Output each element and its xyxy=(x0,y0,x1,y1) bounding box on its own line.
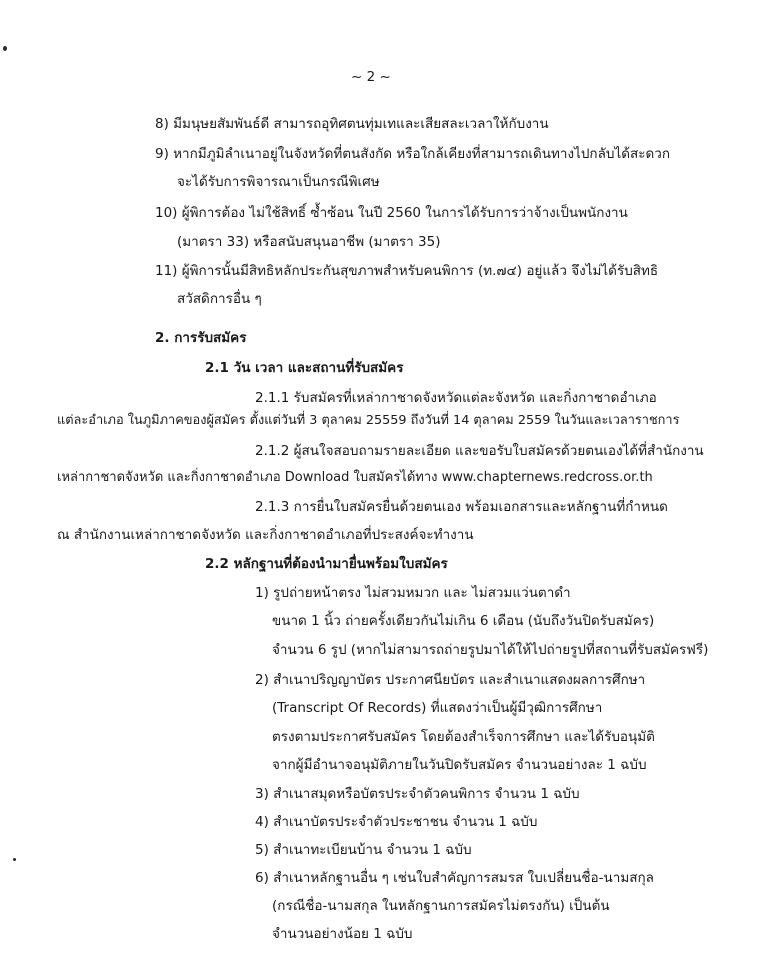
document-item-1-cont: ขนาด 1 นิ้ว ถ่ายครั้งเดียวกันไม่เกิน 6 เดือน (นับถึงวันปิดรับสมัคร) xyxy=(272,613,655,629)
qualification-item-10-cont: (มาตรา 33) หรือสนับสนุนอาชีพ (มาตรา 35) xyxy=(177,234,441,250)
subsection-2-1-2-cont: เหล่ากาชาดจังหวัด และกิ่งกาชาดอำเภอ Download ใบสมัครได้ทาง www.chapternews.redcross.or.th xyxy=(57,470,653,485)
document-item-6: 6) สำเนาหลักฐานอื่น ๆ เช่นใบสำคัญการสมรส ใบเปลี่ยนชื่อ-นามสกุล xyxy=(255,870,654,886)
document-item-6-cont: (กรณีชื่อ-นามสกุล ในหลักฐานการสมัครไม่ตรงกัน) เป็นต้น xyxy=(272,898,610,914)
qualification-item-11-cont: สวัสดิการอื่น ๆ xyxy=(177,291,262,307)
section-heading: 2. การรับสมัคร xyxy=(155,330,247,346)
qualification-item-9-cont: จะได้รับการพิจารณาเป็นกรณีพิเศษ xyxy=(177,174,380,190)
subsection-2-1-1-cont: แต่ละอำเภอ ในภูมิภาคของผู้สมัคร ตั้งแต่วันที่ 3 ตุลาคม 25559 ถึงวันที่ 14 ตุลาคม 2559 ในวันและเวลาราชการ xyxy=(57,413,680,428)
document-item-6-cont: จำนวนอย่างน้อย 1 ฉบับ xyxy=(272,926,413,942)
scan-speck xyxy=(3,46,7,51)
qualification-item-10: 10) ผู้พิการต้อง ไม่ใช้สิทธิ์ ซ้ำซ้อน ในปี 2560 ในการได้รับการว่าจ้างเป็นพนักงาน xyxy=(155,205,628,221)
subsection-2-1-2: 2.1.2 ผู้สนใจสอบถามรายละเอียด และขอรับใบสมัครด้วยตนเองได้ที่สำนักงาน xyxy=(255,443,704,459)
document-item-2-cont: ตรงตามประกาศรับสมัคร โดยต้องสำเร็จการศึกษา และได้รับอนุมัติ xyxy=(272,729,655,745)
subsection-heading-2-1: 2.1 วัน เวลา และสถานที่รับสมัคร xyxy=(205,360,404,376)
subsection-2-1-3-cont: ณ สำนักงานเหล่ากาชาดจังหวัด และกิ่งกาชาดอำเภอที่ประสงค์จะทำงาน xyxy=(57,527,474,543)
document-item-2-cont: (Transcript Of Records) ที่แสดงว่าเป็นผู้มีวุฒิการศึกษา xyxy=(272,700,603,716)
qualification-item-9: 9) หากมีภูมิลำเนาอยู่ในจังหวัดที่ตนสังกัด หรือใกล้เคียงที่สามารถเดินทางไปกลับได้สะดวก xyxy=(155,146,671,162)
page-number: ~ 2 ~ xyxy=(351,69,391,85)
document-item-2-cont: จากผู้มีอำนาจอนุมัติภายในวันปิดรับสมัคร จำนวนอย่างละ 1 ฉบับ xyxy=(272,757,647,773)
document-item-1: 1) รูปถ่ายหน้าตรง ไม่สวมหมวก และ ไม่สวมแว่นตาดำ xyxy=(255,585,571,601)
subsection-2-1-3: 2.1.3 การยื่นใบสมัครยื่นด้วยตนเอง พร้อมเอกสารและหลักฐานที่กำหนด xyxy=(255,499,668,515)
qualification-item-8: 8) มีมนุษยสัมพันธ์ดี สามารถอุทิศตนทุ่มเทและเสียสละเวลาให้กับงาน xyxy=(155,116,549,132)
document-item-2: 2) สำเนาปริญญาบัตร ประกาศนียบัตร และสำเนาแสดงผลการศึกษา xyxy=(255,672,646,688)
subsection-2-1-1: 2.1.1 รับสมัครที่เหล่ากาชาดจังหวัดแต่ละจังหวัด และกิ่งกาชาดอำเภอ xyxy=(255,390,657,406)
document-item-3: 3) สำเนาสมุดหรือบัตรประจำตัวคนพิการ จำนวน 1 ฉบับ xyxy=(255,786,580,802)
document-item-4: 4) สำเนาบัตรประจำตัวประชาชน จำนวน 1 ฉบับ xyxy=(255,814,538,830)
qualification-item-11: 11) ผู้พิการนั้นมีสิทธิหลักประกันสุขภาพสำหรับคนพิการ (ท.๗๔) อยู่แล้ว จึงไม่ได้รับสิทธิ xyxy=(155,263,659,279)
subsection-heading-2-2: 2.2 หลักฐานที่ต้องนำมายื่นพร้อมใบสมัคร xyxy=(205,556,448,572)
document-item-1-cont: จำนวน 6 รูป (หากไม่สามารถถ่ายรูปมาได้ให้ไปถ่ายรูปที่สถานที่รับสมัครฟรี) xyxy=(272,642,709,658)
document-item-5: 5) สำเนาทะเบียนบ้าน จำนวน 1 ฉบับ xyxy=(255,842,472,858)
scan-speck xyxy=(13,858,16,861)
